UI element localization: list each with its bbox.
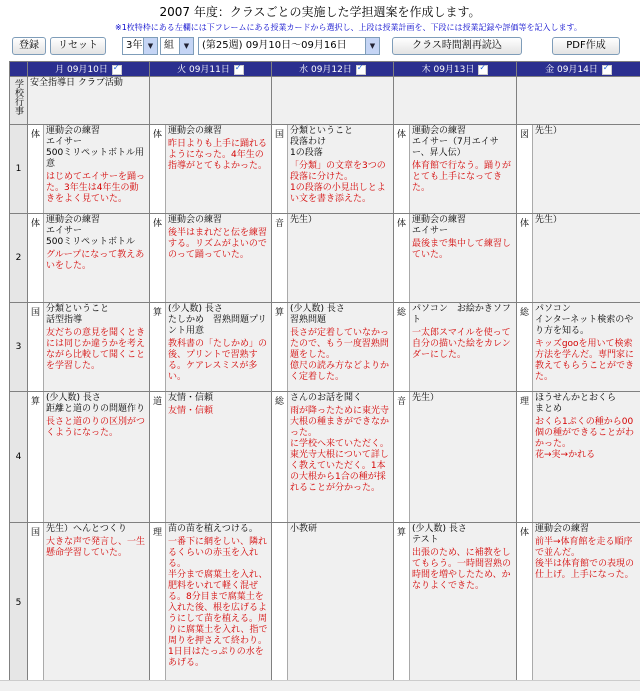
lesson-content[interactable] [44, 303, 149, 391]
register-button[interactable]: 登録 [12, 37, 46, 55]
lesson-cell[interactable] [28, 125, 150, 214]
lesson-content[interactable] [44, 392, 149, 522]
lesson-cell[interactable] [150, 214, 272, 303]
lesson-content[interactable] [166, 303, 271, 391]
subject-label: 総 [517, 303, 533, 391]
lesson-record-text: はじめてエイサーを踊った。3年生は4年生の動きをよく見ていた。 [46, 172, 147, 205]
lesson-record-text: 最後まで集中して練習していた。 [412, 239, 514, 261]
lesson-cell[interactable] [517, 303, 640, 392]
period-label: 2 [10, 214, 28, 303]
lesson-plan-text: 運動会の練習 [168, 215, 269, 226]
lesson-cell[interactable] [394, 523, 517, 684]
lesson-record-text: 昨日よりも上手に踊れるようになった。4年生の指導がとてもよかった。 [168, 139, 269, 172]
chevron-down-icon: ▼ [143, 38, 157, 54]
lesson-cell[interactable] [272, 392, 394, 523]
lesson-plan-text: さんのお話を聞く [290, 393, 391, 404]
lesson-record-text: 前半→体育館を走る順序で並んだ。 後半は体育館での表現の仕上げ。上手になった。 [535, 537, 638, 581]
lesson-cell[interactable] [272, 523, 394, 684]
event-cell-thu[interactable] [394, 77, 517, 125]
subject-label: 総 [272, 392, 288, 522]
checkbox-tue[interactable] [234, 65, 244, 75]
lesson-content[interactable] [533, 523, 640, 683]
lesson-content[interactable] [410, 125, 516, 213]
lesson-cell[interactable] [272, 303, 394, 392]
grade-select[interactable] [122, 37, 158, 55]
period-label: 3 [10, 303, 28, 392]
lesson-record-text: 友情・信頼 [168, 406, 269, 417]
lesson-cell[interactable] [150, 125, 272, 214]
subject-label: 図 [517, 125, 533, 213]
lesson-cell[interactable] [28, 303, 150, 392]
lesson-plan-text: 運動会の練習 エイサー 500ミリペットボトル [46, 215, 147, 248]
lesson-content[interactable] [288, 523, 393, 683]
lesson-plan-text: 苗の苗を植えつける。 [168, 524, 269, 535]
lesson-cell[interactable] [28, 523, 150, 684]
checkbox-wed[interactable] [356, 65, 366, 75]
lesson-content[interactable] [166, 392, 271, 522]
event-cell-tue[interactable] [150, 77, 272, 125]
subject-label: 算 [272, 303, 288, 391]
lesson-plan-text: パソコン インターネット検索のやり方を知る。 [535, 304, 638, 337]
lesson-content[interactable] [533, 392, 640, 522]
lesson-content[interactable] [44, 523, 149, 683]
lesson-plan-text: 先生） [412, 393, 514, 404]
lesson-content[interactable] [44, 125, 149, 213]
period-row [10, 392, 640, 523]
lesson-cell[interactable] [517, 523, 640, 684]
lesson-plan-text: 運動会の練習 [535, 524, 638, 535]
lesson-content[interactable] [288, 214, 393, 302]
lesson-record-text: 後半はまれだと伝を練習する。リズムがよいのでのって踊っていた。 [168, 228, 269, 261]
lesson-record-text: 長さが定着していなかったので、もう一度習熟問題をした。 億尺の読み方などよりかく定着した。 [290, 328, 391, 383]
event-cell-mon[interactable]: 安全指導日 クラブ活動 [28, 77, 150, 125]
lesson-cell[interactable] [28, 392, 150, 523]
lesson-plan-text: 先生） [290, 215, 391, 226]
lesson-record-text: おくら1ぷくの種から00個の種ができることがわかった。 花→実→かれる [535, 417, 638, 461]
subject-label: 理 [150, 523, 166, 683]
lesson-content[interactable] [410, 392, 516, 522]
lesson-cell[interactable] [28, 214, 150, 303]
day-header-wed: 水 09月12日✓ [272, 62, 394, 77]
lesson-plan-text: (少人数) 長さ テスト [412, 524, 514, 546]
page-title: 2007 年度：クラスごとの実施した学担週案を作成します。 [0, 3, 640, 20]
lesson-plan-text: 先生）へんとつくり [46, 524, 147, 535]
lesson-content[interactable] [533, 303, 640, 391]
lesson-record-text: キッズgooを用いて検索方法を学んだ。専門家に教えてもらうことができた。 [535, 339, 638, 383]
header-row [10, 62, 640, 77]
subject-label: 音 [394, 392, 410, 522]
reset-button[interactable]: リセット [50, 37, 106, 55]
subject-label: 国 [28, 523, 44, 683]
lesson-cell[interactable] [517, 125, 640, 214]
event-cell-wed[interactable] [272, 77, 394, 125]
period-label: 1 [10, 125, 28, 214]
lesson-plan-text: (少人数) 長さ 距離と道のりの問題作り [46, 393, 147, 415]
chevron-down-icon: ▼ [179, 38, 193, 54]
subject-label: 国 [272, 125, 288, 213]
lesson-content[interactable] [410, 303, 516, 391]
subject-label: 算 [150, 303, 166, 391]
lesson-cell[interactable] [150, 523, 272, 684]
subject-label: 算 [28, 392, 44, 522]
subject-label: 体 [394, 214, 410, 302]
subject-label: 算 [394, 523, 410, 683]
lesson-plan-text: 先生） [535, 126, 638, 137]
subject-label: 総 [394, 303, 410, 391]
lesson-cell[interactable] [150, 392, 272, 523]
subject-label: 体 [28, 125, 44, 213]
lesson-plan-text: ほうせんかとおくら まとめ [535, 393, 638, 415]
lesson-plan-text: (少人数) 長さ たしかめ 習熟問題プリント用意 [168, 304, 269, 337]
lesson-record-text: 教科書の「たしかめ」の後、プリントで習熟する。ケアレスミスが多い。 [168, 339, 269, 383]
lesson-cell[interactable] [517, 214, 640, 303]
lesson-content[interactable] [288, 125, 393, 213]
lesson-record-text: 体育館で行なう。踊りがとても上手になってきた。 [412, 161, 514, 194]
reload-timetable-button[interactable]: クラス時間割再読込 [392, 37, 522, 55]
pdf-button[interactable]: PDF作成 [552, 37, 620, 55]
period-label: 5 [10, 523, 28, 684]
week-select[interactable] [198, 37, 380, 55]
subject-label: 体 [517, 214, 533, 302]
lesson-cell[interactable] [517, 392, 640, 523]
class-select[interactable] [160, 37, 194, 55]
lesson-cell[interactable] [272, 125, 394, 214]
event-cell-fri[interactable] [517, 77, 640, 125]
lesson-record-text: 一太郎スマイルを使って自分の描いた絵をカレンダーにした。 [412, 328, 514, 361]
lesson-record-text: 雨が降ったために東光寺大根の種まきができなかった。 に学校へ来ていただく。東光寺大根について詳しく教えていただく。1本の大根から1合の種が採れることが分かった。 [290, 406, 391, 494]
period-row [10, 214, 640, 303]
lesson-plan-text: 運動会の練習 エイサー 500ミリペットボトル用意 [46, 126, 147, 170]
lesson-plan-text: パソコン お絵かきソフト [412, 304, 514, 326]
period-row [10, 303, 640, 392]
lesson-content[interactable] [288, 392, 393, 522]
lesson-content[interactable] [166, 125, 271, 213]
lesson-cell[interactable] [394, 303, 517, 392]
event-row-label: 学校行事 [10, 77, 28, 125]
lesson-content[interactable] [166, 214, 271, 302]
day-header-thu: 木 09月13日✓ [394, 62, 517, 77]
weekly-plan-table [9, 61, 640, 684]
lesson-plan-text: 運動会の練習 [168, 126, 269, 137]
checkbox-fri[interactable] [602, 65, 612, 75]
grade-value: 3年 [126, 40, 142, 51]
day-header-fri: 金 09月14日✓ [517, 62, 640, 77]
horizontal-scrollbar[interactable] [0, 680, 640, 691]
subject-label: 道 [150, 392, 166, 522]
day-header-tue: 火 09月11日✓ [150, 62, 272, 77]
lesson-cell[interactable] [150, 303, 272, 392]
chevron-down-icon: ▼ [365, 38, 379, 54]
lesson-record-text: グループになって教えあいをした。 [46, 250, 147, 272]
lesson-record-text: 大きな声で発言し、一生懸命学習していた。 [46, 537, 147, 559]
lesson-plan-text: 分類ということ 話型指導 [46, 304, 147, 326]
lesson-record-text: 長さと道のりの区別がつくようになった。 [46, 417, 147, 439]
lesson-content[interactable] [44, 214, 149, 302]
subject-label: 体 [28, 214, 44, 302]
lesson-cell[interactable] [272, 214, 394, 303]
lesson-plan-text: 分類ということ 段落わけ 1の段落 [290, 126, 391, 159]
lesson-record-text: 一番下に網をしい、隣れるくらいの赤玉を入れる。 半分まで腐葉土を入れ、肥料をいれて軽く混ぜる。8分目まで腐葉土を入れた後、根を広げるようにして苗を植える。周りに腐葉土を入れ、指で周りを押さえて終わり。1日目はたっぷりの水をあげる。 [168, 537, 269, 669]
period-row [10, 523, 640, 684]
lesson-plan-text: 先生） [535, 215, 638, 226]
lesson-plan-text: (少人数) 長さ 習熟問題 [290, 304, 391, 326]
lesson-cell[interactable] [394, 214, 517, 303]
lesson-cell[interactable] [394, 392, 517, 523]
lesson-content[interactable] [533, 125, 640, 213]
checkbox-mon[interactable] [112, 65, 122, 75]
subject-label: 体 [150, 125, 166, 213]
toolbar [10, 37, 630, 57]
period-row [10, 125, 640, 214]
lesson-plan-text: 友情・信頼 [168, 393, 269, 404]
lesson-content[interactable] [166, 523, 271, 683]
lesson-content[interactable] [533, 214, 640, 302]
lesson-cell[interactable] [394, 125, 517, 214]
lesson-content[interactable] [410, 214, 516, 302]
period-label: 4 [10, 392, 28, 523]
class-value: 組 [164, 40, 174, 51]
corner-header [10, 62, 28, 77]
lesson-content[interactable] [288, 303, 393, 391]
subject-label: 体 [150, 214, 166, 302]
lesson-plan-text: 運動会の練習 エイサー（7月エイサー、昇人伝） [412, 126, 514, 159]
lesson-plan-text: 運動会の練習 エイサー [412, 215, 514, 237]
lesson-record-text: 出張のため、に補教をしてもらう。一時間習熟の時間を増やしたため、かなりよくできた。 [412, 548, 514, 592]
event-row [10, 77, 640, 125]
subject-label: 体 [517, 523, 533, 683]
subject-label: 国 [28, 303, 44, 391]
lesson-record-text: 「分類」の文章を3つの段落に分けた。 1の段落の小見出しとよい文を書き添えた。 [290, 161, 391, 205]
lesson-content[interactable] [410, 523, 516, 683]
subject-label: 理 [517, 392, 533, 522]
checkbox-thu[interactable] [478, 65, 488, 75]
subject-label [272, 523, 288, 683]
lesson-plan-text: 小教研 [290, 524, 391, 535]
instruction-note: ※1枚特枠にある左欄には下フレームにある授業カードから選択し、上段は授業計画を、下段には授業記録や評価等を記入します。 [115, 22, 640, 33]
subject-label: 音 [272, 214, 288, 302]
subject-label: 体 [394, 125, 410, 213]
lesson-record-text: 友だちの意見を聞くときには同じか違うかを考えながら比較して聞くことを学習した。 [46, 328, 147, 372]
week-value: (第25週) 09月10日〜09月16日 [202, 40, 347, 51]
day-header-mon: 月 09月10日✓ [28, 62, 150, 77]
